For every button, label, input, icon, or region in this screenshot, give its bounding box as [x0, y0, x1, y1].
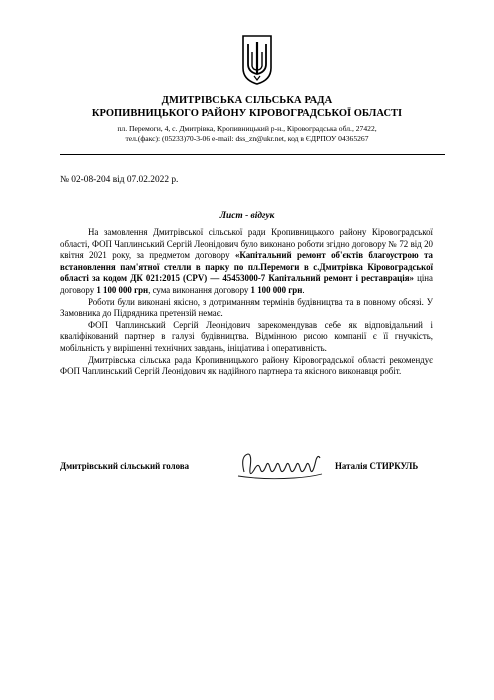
handwritten-signature-icon	[234, 448, 326, 484]
header-divider	[60, 154, 445, 155]
paragraph-quality: Роботи були виконані якісно, з дотриманням термінів будівництва та в повному обсязі. У Замовника до Підрядника претензій немає.	[60, 296, 433, 319]
organization-region: КРОПИВНИЦЬКОГО РАЙОНУ КІРОВОГРАДСЬКОЇ ОБЛАСТІ	[91, 108, 403, 119]
paragraph-text: .	[302, 284, 305, 295]
address-line: пл. Перемоги, 4, с. Дмитрівка, Кропивницький р-н., Кіровоградська обл., 27422,	[117, 124, 377, 133]
signatory-name: Наталія СТИРКУЛЬ	[335, 461, 419, 471]
contract-subject: «Капітальний ремонт об'єктів благоустрою та встановлення пам'ятної стелли в парку по пл.Перемоги в с.Дмитрівка Кіровоградської області за кодом ДК 021:2015 (CPV) — 45453000-7 Капітальний ремонт і реставрація»	[60, 250, 433, 284]
trident-coat-of-arms-icon	[241, 34, 273, 86]
letter-title: Лист - відгук	[219, 211, 275, 221]
paragraph-contract	[60, 227, 433, 297]
paragraph-text: ціна договору	[60, 273, 433, 295]
paragraph-recommendation: Дмитрівська сільська рада Кропивницького району Кіровоградської області рекомендує ФОП Чаплинський Сергій Леонідович як надійного партнера та якісного виконавця робіт.	[60, 354, 433, 377]
organization-name: ДМИТРІВСЬКА СІЛЬСЬКА РАДА	[161, 95, 333, 106]
paragraph-text: , сума виконання договору	[148, 284, 251, 295]
paragraph-text: На замовлення Дмитрівської сільської ради Кропивницького району Кіровоградської області, ФОП Чаплинський Сергій Леонідович було виконано роботи згідно договору № 72 від 20 квітня 2021 року, за предметом договору	[60, 227, 433, 261]
signatory-position: Дмитрівський сільський голова	[60, 461, 190, 471]
contract-price: 1 100 000 грн	[96, 284, 149, 295]
paragraph-reputation: ФОП Чаплинський Сергій Леонідович зарекомендував себе як відповідальний і кваліфікований партнер в галузі будівництва. Відмінною рисою компанії є її гнучкість, мобільність у вирішенні технічних завдань, ініціатива і оперативність.	[60, 319, 433, 353]
contact-line: тел.(факс): (05233)70-3-06 e-mail: dss_zn@ukr.net, код в ЄДРПОУ 04365267	[125, 134, 369, 143]
letter-number: № 02-08-204 від 07.02.2022 р.	[60, 175, 179, 185]
letter-body	[60, 227, 433, 378]
execution-amount: 1 100 000 грн	[250, 284, 303, 295]
